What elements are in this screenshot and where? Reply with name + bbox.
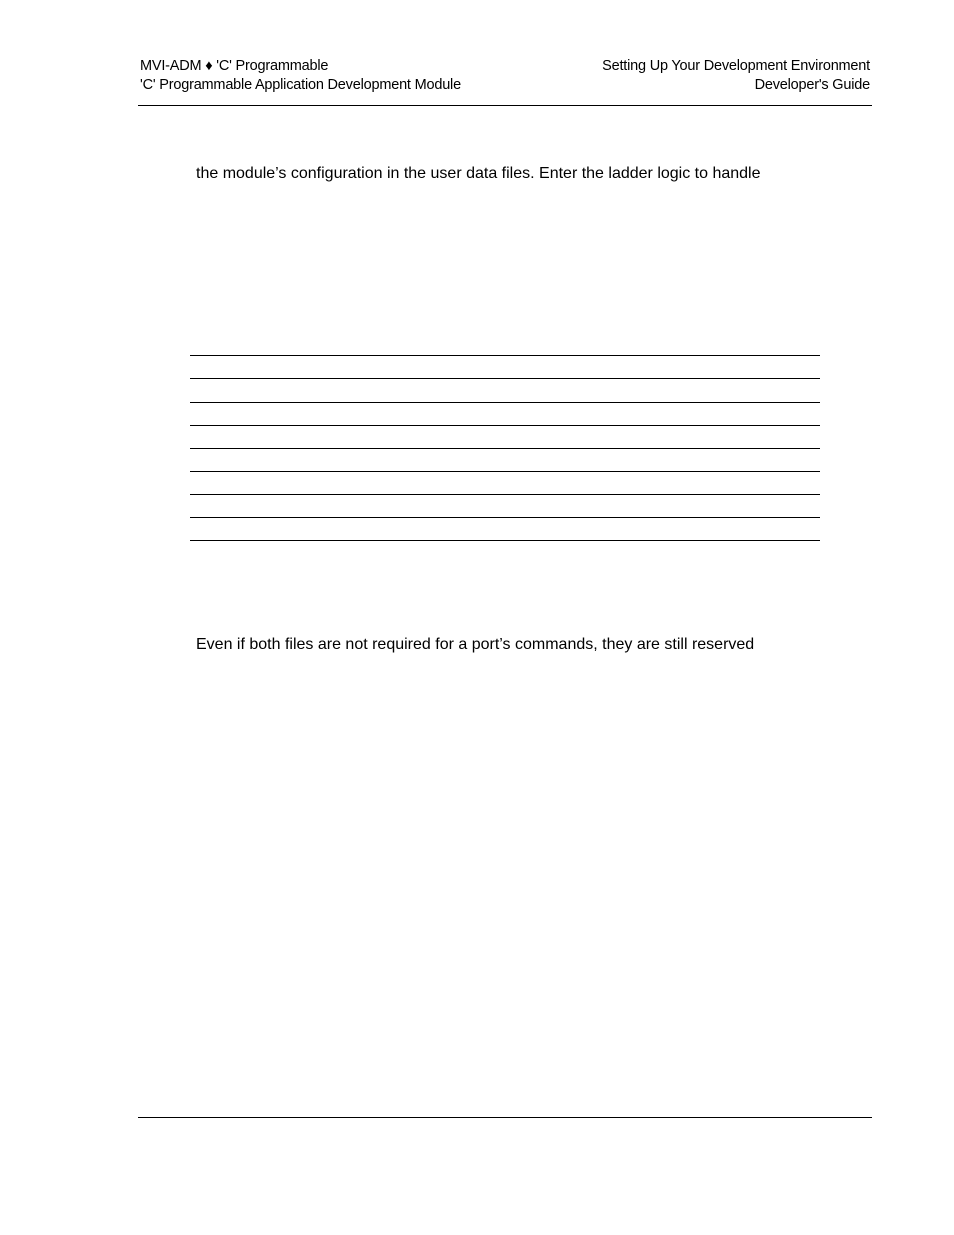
running-header-right: [602, 57, 870, 95]
product-subtitle: 'C' Programmable Application Development Module: [140, 77, 461, 93]
body-paragraph-1: the module’s configuration in the user data files. Enter the ladder logic to handle: [196, 165, 761, 182]
body-paragraph-2: Even if both files are not required for a port’s commands, they are still reserved: [196, 636, 755, 653]
table-rule: [190, 378, 820, 379]
table-rule: [190, 355, 820, 356]
table-rule: [190, 540, 820, 541]
table-rule: [190, 402, 820, 403]
document-type: Developer's Guide: [754, 77, 870, 93]
table-rule: [190, 425, 820, 426]
footer-divider: [138, 1117, 872, 1118]
running-header-left: [140, 57, 461, 95]
chapter-title: Setting Up Your Development Environment: [602, 58, 870, 74]
header-divider: [138, 105, 872, 106]
table-rule: [190, 471, 820, 472]
empty-table: [190, 355, 820, 543]
table-rule: [190, 494, 820, 495]
table-rule: [190, 448, 820, 449]
table-rule: [190, 517, 820, 518]
product-title: MVI-ADM ♦ 'C' Programmable: [140, 58, 329, 74]
